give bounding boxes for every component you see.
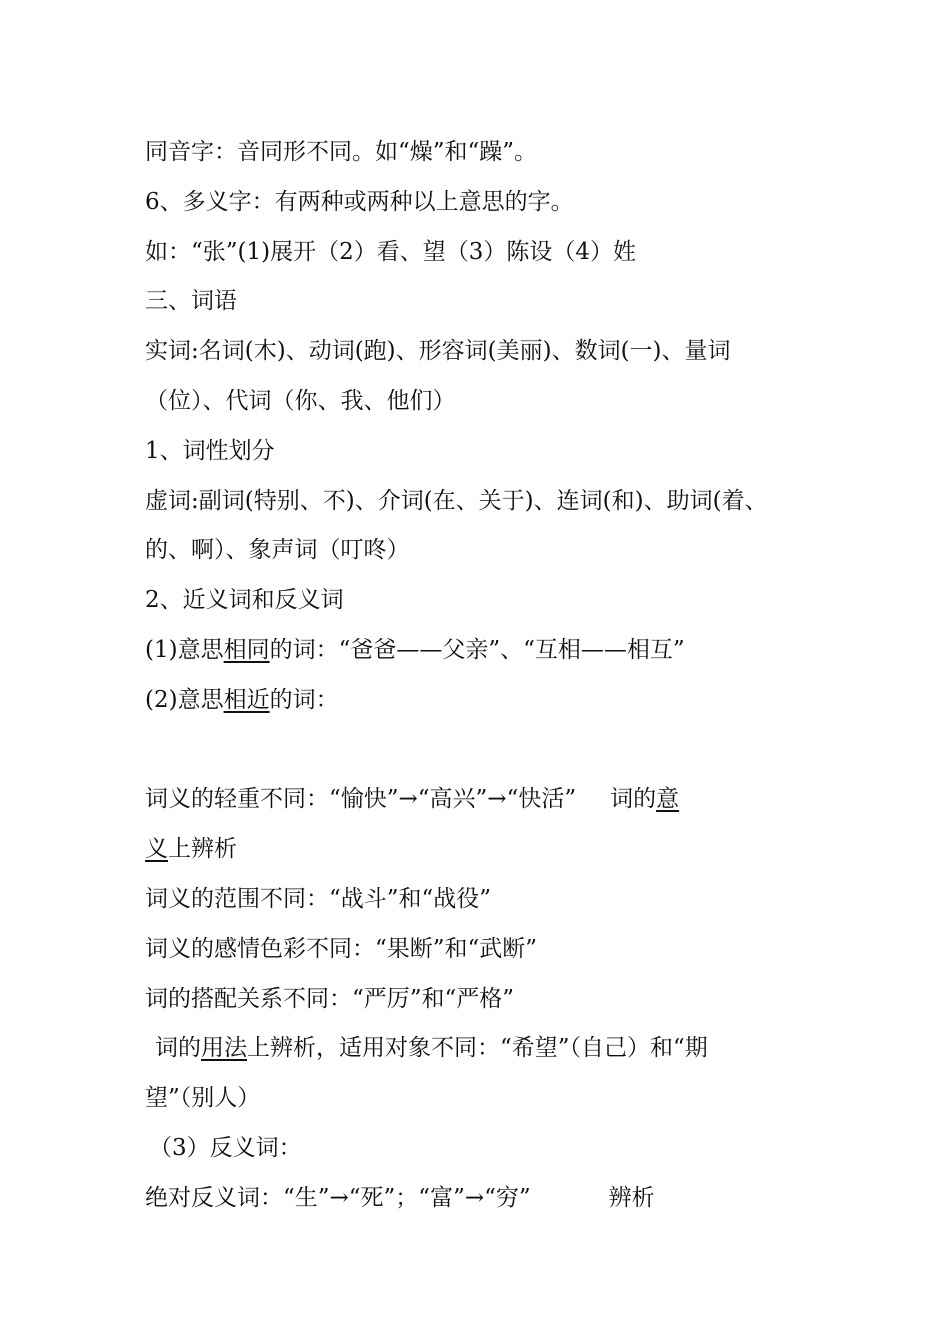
paragraph-line [145,1074,825,1124]
line-text: 词义的轻重不同：“愉快”→“高兴”→“快活” [145,786,577,813]
paragraph-line [145,228,825,278]
line-text: (2)意思 [145,686,224,713]
paragraph-line [145,1124,825,1174]
line-text: (1)意思 [145,636,224,663]
line-text: 词义的感情色彩不同：“果断”和“武断” [145,935,538,962]
paragraph-line [145,875,825,925]
paragraph-line [145,377,825,427]
line-text: 词的 [155,1035,201,1062]
paragraph-line [145,925,825,975]
line-text: 2、近义词和反义词 [145,587,344,614]
underlined-text: 相近 [223,686,270,713]
blank-line [145,726,825,776]
line-text: （位）、代词（你、我、他们） [145,387,456,414]
line-text: 词义的范围不同：“战斗”和“战役” [145,885,492,912]
paragraph-line [145,626,825,676]
paragraph-line [145,825,825,875]
paragraph-line [145,1174,825,1224]
paragraph-line [145,526,825,576]
line-text: 绝对反义词：“生”→“死”；“富”→“穷” [145,1184,531,1211]
line-text: 词的 [610,786,657,813]
line-text: 6、多义字：有两种或两种以上意思的字。 [145,188,574,215]
section-heading [145,277,825,327]
underlined-text: 义 [145,836,168,863]
paragraph-line [145,178,825,228]
line-text: （3）反义词： [149,1134,302,1161]
paragraph-line [145,477,825,527]
line-text: 虚词:副词(特别、不)、介词(在、关于)、连词(和)、助词(着、 [145,487,768,514]
line-text: 望”（别人） [145,1085,261,1112]
paragraph-line [145,1024,825,1074]
line-text: 的词： [269,686,339,713]
document-body [145,128,825,1224]
paragraph-line [145,128,825,178]
underlined-text: 用法 [201,1035,247,1062]
heading-text: 三、词语 [145,288,237,315]
line-text: 上辨析，适用对象不同：“希望”（自己）和“期 [247,1035,708,1062]
paragraph-line [145,775,825,825]
line-text: 的词：“爸爸——父亲”、“互相——相互” [269,636,685,663]
paragraph-line [145,676,825,726]
paragraph-line [145,427,825,477]
line-text: 上辨析 [168,836,237,863]
line-text: 实词:名词(木)、动词(跑)、形容词(美丽)、数词(一)、量词 [145,338,731,365]
paragraph-line [145,975,825,1025]
line-text: 词的搭配关系不同：“严厉”和“严格” [145,985,515,1012]
line-text: 的、啊）、象声词（叮咚） [145,537,410,564]
line-text: 如：“张”(1)展开（2）看、望（3）陈设（4）姓 [145,238,636,265]
line-text: 同音字：音同形不同。如“燥”和“躁”。 [145,139,538,165]
underlined-text: 意 [656,786,680,813]
paragraph-line [145,576,825,626]
paragraph-line [145,327,825,377]
line-text: 1、词性划分 [145,437,275,464]
line-text: 辨析 [608,1184,655,1211]
underlined-text: 相同 [223,636,270,663]
